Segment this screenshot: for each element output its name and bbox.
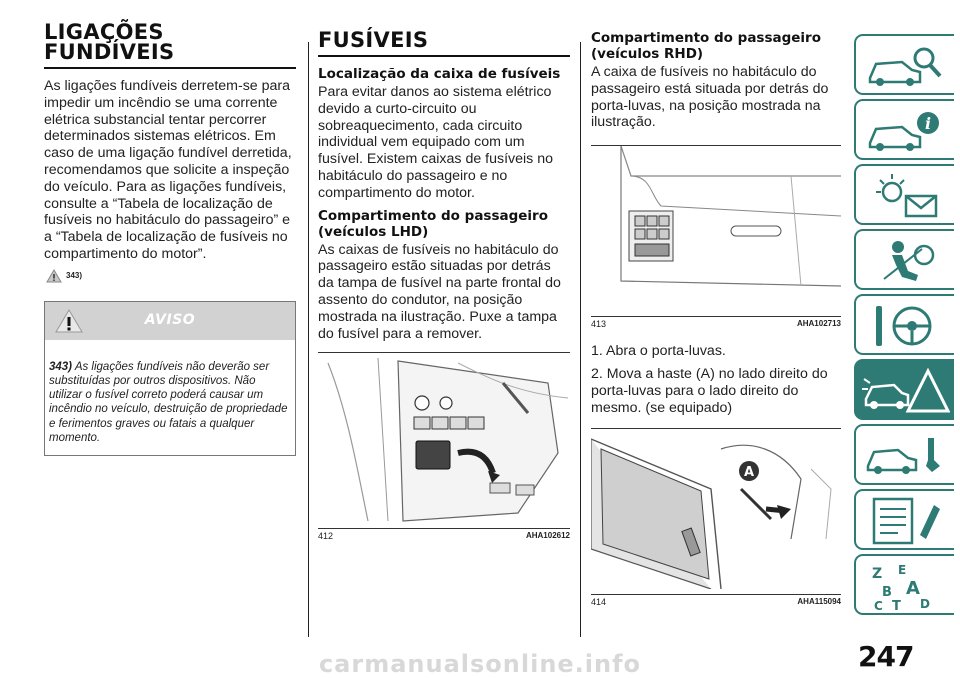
- tab-index[interactable]: [854, 554, 954, 615]
- warning-box: [44, 301, 296, 456]
- svg-text:Z: Z: [872, 566, 883, 582]
- warning-header: [45, 302, 295, 340]
- warning-body: [45, 340, 295, 455]
- figure-412: [318, 352, 570, 541]
- figure-code: AHA115094: [797, 597, 841, 607]
- steering-tools-icon: [862, 300, 950, 352]
- figure-code: AHA102713: [796, 319, 841, 329]
- svg-text:B: B: [882, 585, 892, 600]
- column-divider: [308, 42, 309, 637]
- column-fusible-links: [44, 22, 296, 456]
- warning-number: 343): [49, 360, 73, 373]
- figure-number: 412: [318, 531, 334, 542]
- rhd-fusebox-illustration: [591, 146, 841, 311]
- title-rule: [44, 67, 296, 69]
- figure-bottom-rule: [591, 594, 841, 595]
- lhd-fuse-cover-illustration: [318, 353, 570, 523]
- step-2: 2. Mova a haste (A) no lado direito do porta-luvas para o lado direito do mesmo. (se equipado): [591, 365, 828, 416]
- watermark: carmanualsonline.info: [318, 650, 642, 678]
- title-line-1: LIGAÇÕES: [44, 20, 164, 44]
- intro-paragraph: As ligações fundíveis derretem-se para impedir um incêndio se uma corrente elétrica substancial tentar percorrer determinados sistemas elétricos. Em caso de uma ligação fundível derretida, recomendamos que solicite a inspeção do veículo. Para as ligações fundíveis, consulte a “Tabela de localização de fusíveis no habitáculo do passageiro” e a “Tabela de localização de fusíveis no compartimento do motor”.: [44, 78, 292, 262]
- warning-lights-icon: [862, 170, 950, 222]
- alphabet-index-icon: [862, 560, 950, 612]
- figure-414: [591, 428, 841, 607]
- svg-text:A: A: [906, 578, 920, 599]
- step-1: 1. Abra o porta-luvas.: [591, 343, 726, 360]
- car-service-icon: [862, 430, 950, 482]
- column-rhd: [591, 22, 841, 607]
- figure-code: AHA102612: [525, 531, 570, 541]
- svg-text:i: i: [924, 114, 932, 133]
- fusebox-location-heading: Localização da caixa de fusíveis: [318, 66, 561, 82]
- warning-text: As ligações fundíveis não deverão ser substituídas por outros dispositivos. Não utilizar o fusível correto poderá causar um incêndio no veículo, destruição de propriedade e ferimentos graves ou fatais a qualquer momento.: [49, 360, 288, 444]
- tab-car-search[interactable]: [854, 34, 954, 95]
- small-warning-icon: [46, 269, 62, 283]
- tab-emergency[interactable]: [854, 359, 954, 420]
- car-search-icon: [862, 40, 950, 92]
- car-info-icon: [862, 105, 950, 157]
- section-title: [44, 22, 296, 62]
- reference-number: 343): [66, 271, 83, 281]
- tab-car-info[interactable]: [854, 99, 954, 160]
- figure-number: 414: [591, 597, 607, 608]
- tab-warning-lights[interactable]: [854, 164, 954, 225]
- svg-text:C: C: [874, 599, 883, 612]
- glovebox-rod-illustration: [591, 429, 841, 589]
- lhd-text: As caixas de fusíveis no habitáculo do passageiro estão situadas por detrás da tampa de fusível na parte frontal do assento do condutor, na posição mostrada na ilustração. Puxe a tampa do fusível para a remover.: [318, 241, 561, 342]
- figure-413: [591, 145, 841, 329]
- svg-text:D: D: [920, 597, 930, 611]
- fusebox-location-text: Para evitar danos ao sistema elétrico devido a curto-circuito ou sobreaquecimento, cada circuito individual vem equipado com um fusível. Existem caixas de fusíveis no habitáculo do passageiro e no compartimento do motor.: [318, 84, 553, 201]
- tab-starting-driving[interactable]: [854, 294, 954, 355]
- rhd-heading: Compartimento do passageiro (veículos RHD): [591, 30, 821, 62]
- column-fuses: [318, 22, 570, 541]
- page-number: 247: [858, 640, 914, 673]
- car-warning-triangle-icon: [862, 365, 950, 417]
- callout-A: A: [743, 465, 755, 481]
- warning-title: AVISO: [144, 311, 196, 328]
- figure-number: 413: [591, 319, 607, 330]
- figure-caption: [591, 597, 841, 607]
- figure-caption: [591, 319, 841, 329]
- svg-text:E: E: [898, 563, 907, 577]
- tab-maintenance[interactable]: [854, 424, 954, 485]
- svg-text:T: T: [892, 599, 901, 612]
- chapter-tabs: [854, 34, 954, 619]
- fuses-title: FUSÍVEIS: [318, 28, 429, 52]
- checklist-icon: [862, 495, 950, 547]
- title-line-2: FUNDÍVEIS: [44, 40, 175, 64]
- column-divider: [580, 42, 581, 637]
- lhd-heading: Compartimento do passageiro (veículos LHD): [318, 207, 548, 240]
- figure-caption: [318, 531, 570, 541]
- title-rule: [318, 55, 570, 57]
- rhd-text: A caixa de fusíveis no habitáculo do passageiro está situada por detrás do porta-luvas, na posição mostrada na ilustração.: [591, 64, 829, 131]
- tab-technical-data[interactable]: [854, 489, 954, 550]
- figure-bottom-rule: [591, 316, 841, 317]
- warning-reference: [46, 269, 296, 283]
- figure-bottom-rule: [318, 528, 570, 529]
- tab-safety[interactable]: [854, 229, 954, 290]
- airbag-person-icon: [862, 235, 950, 287]
